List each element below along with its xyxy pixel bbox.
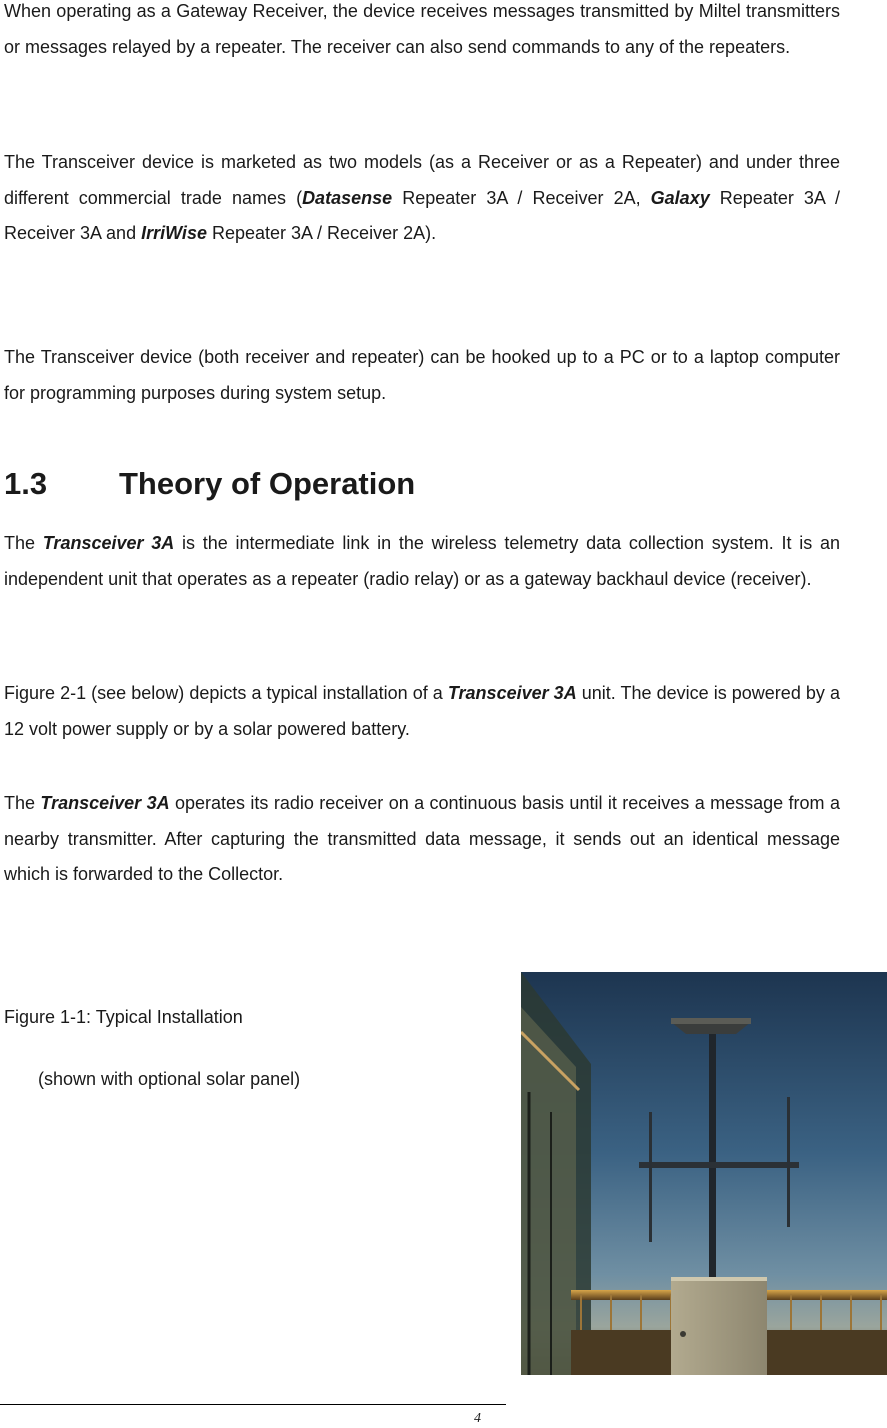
installation-photo (521, 972, 887, 1375)
figure-subcaption: (shown with optional solar panel) (38, 1069, 301, 1089)
figure-caption: Figure 1-1: Typical Installation (4, 1007, 243, 1027)
intro-paragraph-models: The Transceiver device is marketed as two models (as a Receiver or as a Repeater) and under three different commercial trade names (Datasense Repeater 3A / Receiver 2A, Galaxy Repeater 3A / Receiver 3A and IrriWise Repeater 3A / Receiver 2A). (4, 152, 841, 243)
product-name: Transceiver 3A (40, 793, 170, 813)
section-heading (4, 462, 415, 506)
section-title: Theory of Operation (119, 466, 416, 501)
page-number: 4 (474, 1411, 481, 1426)
theory-paragraph-link: The Transceiver 3A is the intermediate link in the wireless telemetry data collection system. It is an independent unit that operates as a repeater (radio relay) or as a gateway backhaul device (receiver). (4, 533, 840, 589)
intro-paragraph-gateway: When operating as a Gateway Receiver, the device receives messages transmitted by Miltel transmitters or messages relayed by a repeater. The receiver can also send commands to any of the repeaters. (4, 1, 840, 57)
theory-paragraph-operation: The Transceiver 3A operates its radio receiver on a continuous basis until it receives a message from a nearby transmitter. After capturing the transmitted data message, it sends out an identical message which is forwarded to the Collector. (4, 793, 840, 884)
section-number: 1.3 (4, 466, 48, 501)
brand-galaxy: Galaxy (650, 187, 710, 208)
product-name: Transceiver 3A (447, 683, 577, 703)
footer-rule (0, 1404, 506, 1405)
theory-paragraph-installation: Figure 2-1 (see below) depicts a typical installation of a Transceiver 3A unit. The device is powered by a 12 volt power supply or by a solar powered battery. (4, 683, 840, 739)
product-name: Transceiver 3A (42, 533, 175, 553)
brand-datasense: Datasense (302, 187, 393, 208)
intro-paragraph-programming: The Transceiver device (both receiver and repeater) can be hooked up to a PC or to a laptop computer for programming purposes during system setup. (4, 347, 840, 403)
brand-irriwise: IrriWise (141, 223, 207, 243)
